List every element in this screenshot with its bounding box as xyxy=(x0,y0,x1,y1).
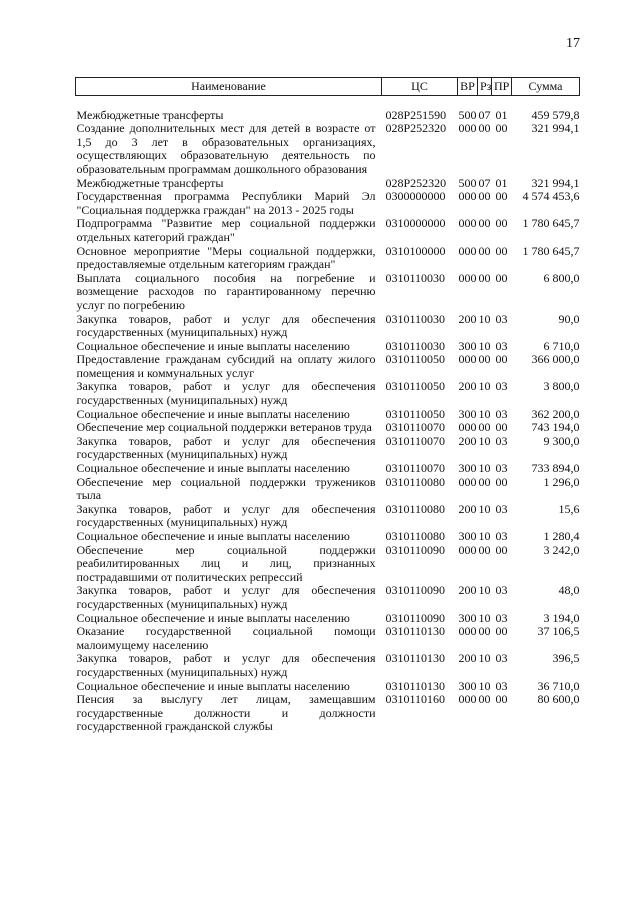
cell-sum: 321 994,1 xyxy=(531,175,580,190)
budget-table xyxy=(75,77,580,734)
cell-cs: 0310110080 xyxy=(385,474,446,489)
cell-name: Межбюджетные трансферты xyxy=(76,175,224,190)
cell-pr: 00 xyxy=(495,692,508,707)
cell-sum: 459 579,8 xyxy=(531,107,580,122)
header-pr: ПР xyxy=(492,78,512,96)
cell-sum: 733 894,0 xyxy=(531,461,580,476)
cell-rz: 00 xyxy=(478,624,491,639)
page-number: 17 xyxy=(566,36,580,51)
cell-pr: 03 xyxy=(495,501,508,516)
cell-vr: 300 xyxy=(458,678,477,693)
cell-vr: 000 xyxy=(458,474,477,489)
cell-cs: 0310110030 xyxy=(385,311,446,326)
cell-cs: 0310110090 xyxy=(385,542,446,557)
cell-vr: 500 xyxy=(458,175,477,190)
cell-name: Закупка товаров, работ и услуг для обеспечения государственных (муниципальных) нужд xyxy=(76,379,376,408)
cell-name: Закупка товаров, работ и услуг для обеспечения государственных (муниципальных) нужд xyxy=(76,311,376,340)
cell-rz: 00 xyxy=(478,692,491,707)
cell-name: Закупка товаров, работ и услуг для обеспечения государственных (муниципальных) нужд xyxy=(76,433,376,462)
table-row xyxy=(76,476,580,503)
cell-name: Социальное обеспечение и иные выплаты населению xyxy=(76,338,350,353)
header-name: Наименование xyxy=(76,78,382,96)
cell-vr: 000 xyxy=(458,542,477,557)
cell-vr: 300 xyxy=(458,610,477,625)
table-row xyxy=(76,435,580,462)
cell-pr: 03 xyxy=(495,338,508,353)
cell-pr: 00 xyxy=(495,189,508,204)
table-row xyxy=(76,313,580,340)
cell-rz: 00 xyxy=(478,216,491,231)
cell-cs: 028P251590 xyxy=(385,107,447,122)
cell-pr: 00 xyxy=(495,216,508,231)
cell-name: Обеспечение мер социальной поддержки тружеников тыла xyxy=(76,474,376,503)
cell-vr: 200 xyxy=(458,311,477,326)
cell-pr: 03 xyxy=(495,583,508,598)
cell-rz: 10 xyxy=(478,338,491,353)
cell-cs: 0300000000 xyxy=(385,189,446,204)
cell-sum: 1 780 645,7 xyxy=(522,243,580,258)
cell-pr: 00 xyxy=(495,474,508,489)
table-row xyxy=(76,680,580,694)
cell-cs: 0310110090 xyxy=(385,610,446,625)
cell-sum: 362 200,0 xyxy=(531,406,580,421)
cell-rz: 10 xyxy=(478,461,491,476)
table-row xyxy=(76,544,580,585)
cell-sum: 3 800,0 xyxy=(543,379,580,394)
cell-rz: 00 xyxy=(478,121,491,136)
cell-pr: 01 xyxy=(495,175,508,190)
cell-cs: 0310110130 xyxy=(385,651,446,666)
table-row xyxy=(76,625,580,652)
cell-cs: 028P252320 xyxy=(385,121,447,136)
cell-sum: 15,6 xyxy=(558,501,580,516)
cell-rz: 10 xyxy=(478,501,491,516)
cell-rz: 00 xyxy=(478,542,491,557)
table-row xyxy=(76,612,580,626)
cell-vr: 000 xyxy=(458,270,477,285)
cell-cs: 0310110160 xyxy=(385,692,446,707)
cell-cs: 0310110090 xyxy=(385,583,446,598)
cell-pr: 01 xyxy=(495,107,508,122)
table-row xyxy=(76,190,580,217)
cell-vr: 200 xyxy=(458,583,477,598)
cell-rz: 10 xyxy=(478,678,491,693)
table-row xyxy=(76,353,580,380)
cell-name: Социальное обеспечение и иные выплаты населению xyxy=(76,610,350,625)
cell-rz: 10 xyxy=(478,651,491,666)
cell-vr: 000 xyxy=(458,243,477,258)
cell-pr: 03 xyxy=(495,461,508,476)
cell-cs: 0310110030 xyxy=(385,270,446,285)
cell-rz: 00 xyxy=(478,420,491,435)
cell-sum: 4 574 453,6 xyxy=(522,189,580,204)
cell-vr: 300 xyxy=(458,338,477,353)
table-row xyxy=(76,380,580,407)
cell-name: Социальное обеспечение и иные выплаты населению xyxy=(76,529,350,543)
cell-vr: 200 xyxy=(458,433,477,448)
cell-vr: 200 xyxy=(458,379,477,394)
cell-rz: 07 xyxy=(478,175,491,190)
cell-cs: 0310110080 xyxy=(385,529,446,543)
cell-name: Оказание государственной социальной помощи малоимущему населению xyxy=(76,624,376,652)
cell-rz: 10 xyxy=(478,379,491,394)
cell-cs: 0310110070 xyxy=(385,420,446,435)
cell-rz: 00 xyxy=(478,189,491,204)
cell-pr: 03 xyxy=(495,651,508,666)
cell-rz: 10 xyxy=(478,583,491,598)
cell-pr: 00 xyxy=(495,420,508,435)
cell-pr: 00 xyxy=(495,624,508,639)
cell-rz: 10 xyxy=(478,406,491,421)
cell-vr: 000 xyxy=(458,189,477,204)
cell-sum: 3 194,0 xyxy=(543,610,580,625)
cell-sum: 321 994,1 xyxy=(531,121,580,136)
cell-rz: 07 xyxy=(478,107,491,122)
cell-name: Обеспечение мер социальной поддержки реабилитированных лиц и лиц, признанных пострадавшими от политических репрессий xyxy=(76,542,376,584)
cell-vr: 500 xyxy=(458,107,477,122)
cell-cs: 0310100000 xyxy=(385,243,446,258)
cell-name: Предоставление гражданам субсидий на оплату жилого помещения и коммунальных услуг xyxy=(76,352,376,380)
cell-vr: 300 xyxy=(458,461,477,476)
header-cs: ЦС xyxy=(382,78,458,96)
table-row xyxy=(76,421,580,435)
cell-name: Пенсия за выслугу лет лицам, замещавшим государственные должности и должности государственной гражданской службы xyxy=(76,692,376,734)
cell-name: Подпрограмма "Развитие мер социальной поддержки отдельных категорий граждан" xyxy=(76,216,376,244)
cell-rz: 00 xyxy=(478,474,491,489)
cell-vr: 200 xyxy=(458,651,477,666)
cell-sum: 743 194,0 xyxy=(531,420,580,435)
cell-rz: 10 xyxy=(478,610,491,625)
cell-rz: 00 xyxy=(478,352,491,367)
cell-name: Закупка товаров, работ и услуг для обеспечения государственных (муниципальных) нужд xyxy=(76,583,376,611)
cell-name: Социальное обеспечение и иные выплаты населению xyxy=(76,406,350,421)
cell-vr: 000 xyxy=(458,216,477,231)
cell-name: Межбюджетные трансферты xyxy=(76,107,224,122)
table-row xyxy=(76,217,580,244)
cell-name: Закупка товаров, работ и услуг для обеспечения государственных (муниципальных) нужд xyxy=(76,501,376,530)
cell-sum: 3 242,0 xyxy=(543,542,580,557)
cell-pr: 00 xyxy=(495,352,508,367)
table-row xyxy=(76,109,580,123)
table-row xyxy=(76,122,580,176)
cell-name: Государственная программа Республики Марий Эл "Социальная поддержка граждан" на 2013 - 2025 годы xyxy=(76,189,376,217)
cell-sum: 36 710,0 xyxy=(537,678,580,693)
table-row xyxy=(76,340,580,354)
table-row xyxy=(76,272,580,313)
cell-vr: 300 xyxy=(458,529,477,543)
cell-cs: 0310110130 xyxy=(385,624,446,639)
cell-pr: 03 xyxy=(495,379,508,394)
table-row xyxy=(76,652,580,679)
cell-pr: 03 xyxy=(495,406,508,421)
cell-pr: 03 xyxy=(495,311,508,326)
cell-sum: 6 800,0 xyxy=(543,270,580,285)
cell-name: Социальное обеспечение и иные выплаты населению xyxy=(76,461,350,476)
cell-rz: 10 xyxy=(478,311,491,326)
cell-vr: 000 xyxy=(458,352,477,367)
cell-sum: 37 106,5 xyxy=(537,624,580,639)
cell-rz: 10 xyxy=(478,433,491,448)
cell-name: Социальное обеспечение и иные выплаты населению xyxy=(76,678,350,693)
table-body xyxy=(76,109,580,734)
cell-sum: 1 780 645,7 xyxy=(522,216,580,231)
cell-cs: 028P252320 xyxy=(385,175,447,190)
cell-rz: 00 xyxy=(478,243,491,258)
cell-pr: 03 xyxy=(495,678,508,693)
cell-pr: 03 xyxy=(495,433,508,448)
cell-sum: 1 296,0 xyxy=(543,474,580,489)
cell-name: Обеспечение мер социальной поддержки ветеранов труда xyxy=(76,420,372,435)
cell-sum: 80 600,0 xyxy=(537,692,580,707)
table-row xyxy=(76,245,580,272)
cell-sum: 9 300,0 xyxy=(543,433,580,448)
cell-name: Основное мероприятие "Меры социальной поддержки, предоставляемые отдельным категориям граждан" xyxy=(76,243,376,272)
cell-pr: 00 xyxy=(495,270,508,285)
cell-pr: 03 xyxy=(495,529,508,543)
table-row xyxy=(76,462,580,476)
table-row xyxy=(76,530,580,544)
cell-pr: 03 xyxy=(495,610,508,625)
cell-pr: 00 xyxy=(495,542,508,557)
cell-vr: 200 xyxy=(458,501,477,516)
cell-vr: 000 xyxy=(458,624,477,639)
table-row xyxy=(76,503,580,530)
cell-sum: 1 280,4 xyxy=(543,529,580,543)
cell-cs: 0310110050 xyxy=(385,352,446,367)
cell-sum: 396,5 xyxy=(552,651,580,666)
cell-cs: 0310110030 xyxy=(385,338,446,353)
cell-sum: 6 710,0 xyxy=(543,338,580,353)
cell-pr: 00 xyxy=(495,121,508,136)
cell-name: Создание дополнительных мест для детей в возрасте от 1,5 до 3 лет в образовательных организациях, осуществляющих образовательную деятельность по образовательным программам дошкольного образования xyxy=(76,121,376,176)
cell-pr: 00 xyxy=(495,243,508,258)
table-header xyxy=(76,78,580,109)
cell-cs: 0310110070 xyxy=(385,433,446,448)
cell-vr: 300 xyxy=(458,406,477,421)
cell-cs: 0310110050 xyxy=(385,379,446,394)
cell-vr: 000 xyxy=(458,420,477,435)
table-row xyxy=(76,177,580,191)
table-row xyxy=(76,584,580,611)
cell-sum: 90,0 xyxy=(558,311,580,326)
table-row xyxy=(76,408,580,422)
cell-sum: 48,0 xyxy=(558,583,580,598)
cell-vr: 000 xyxy=(458,692,477,707)
header-vr: ВР xyxy=(458,78,478,96)
cell-name: Выплата социального пособия на погребение и возмещение расходов по гарантированному перечню услуг по погребению xyxy=(76,270,376,312)
header-rz: Рз xyxy=(478,78,492,96)
cell-cs: 0310110070 xyxy=(385,461,446,476)
cell-cs: 0310000000 xyxy=(385,216,446,231)
cell-cs: 0310110080 xyxy=(385,501,446,516)
cell-rz: 10 xyxy=(478,529,491,543)
cell-rz: 00 xyxy=(478,270,491,285)
cell-cs: 0310110050 xyxy=(385,406,446,421)
cell-cs: 0310110130 xyxy=(385,678,446,693)
cell-sum: 366 000,0 xyxy=(531,352,580,367)
table-row xyxy=(76,693,580,734)
cell-vr: 000 xyxy=(458,121,477,136)
header-sum: Сумма xyxy=(512,78,580,96)
cell-name: Закупка товаров, работ и услуг для обеспечения государственных (муниципальных) нужд xyxy=(76,651,376,679)
